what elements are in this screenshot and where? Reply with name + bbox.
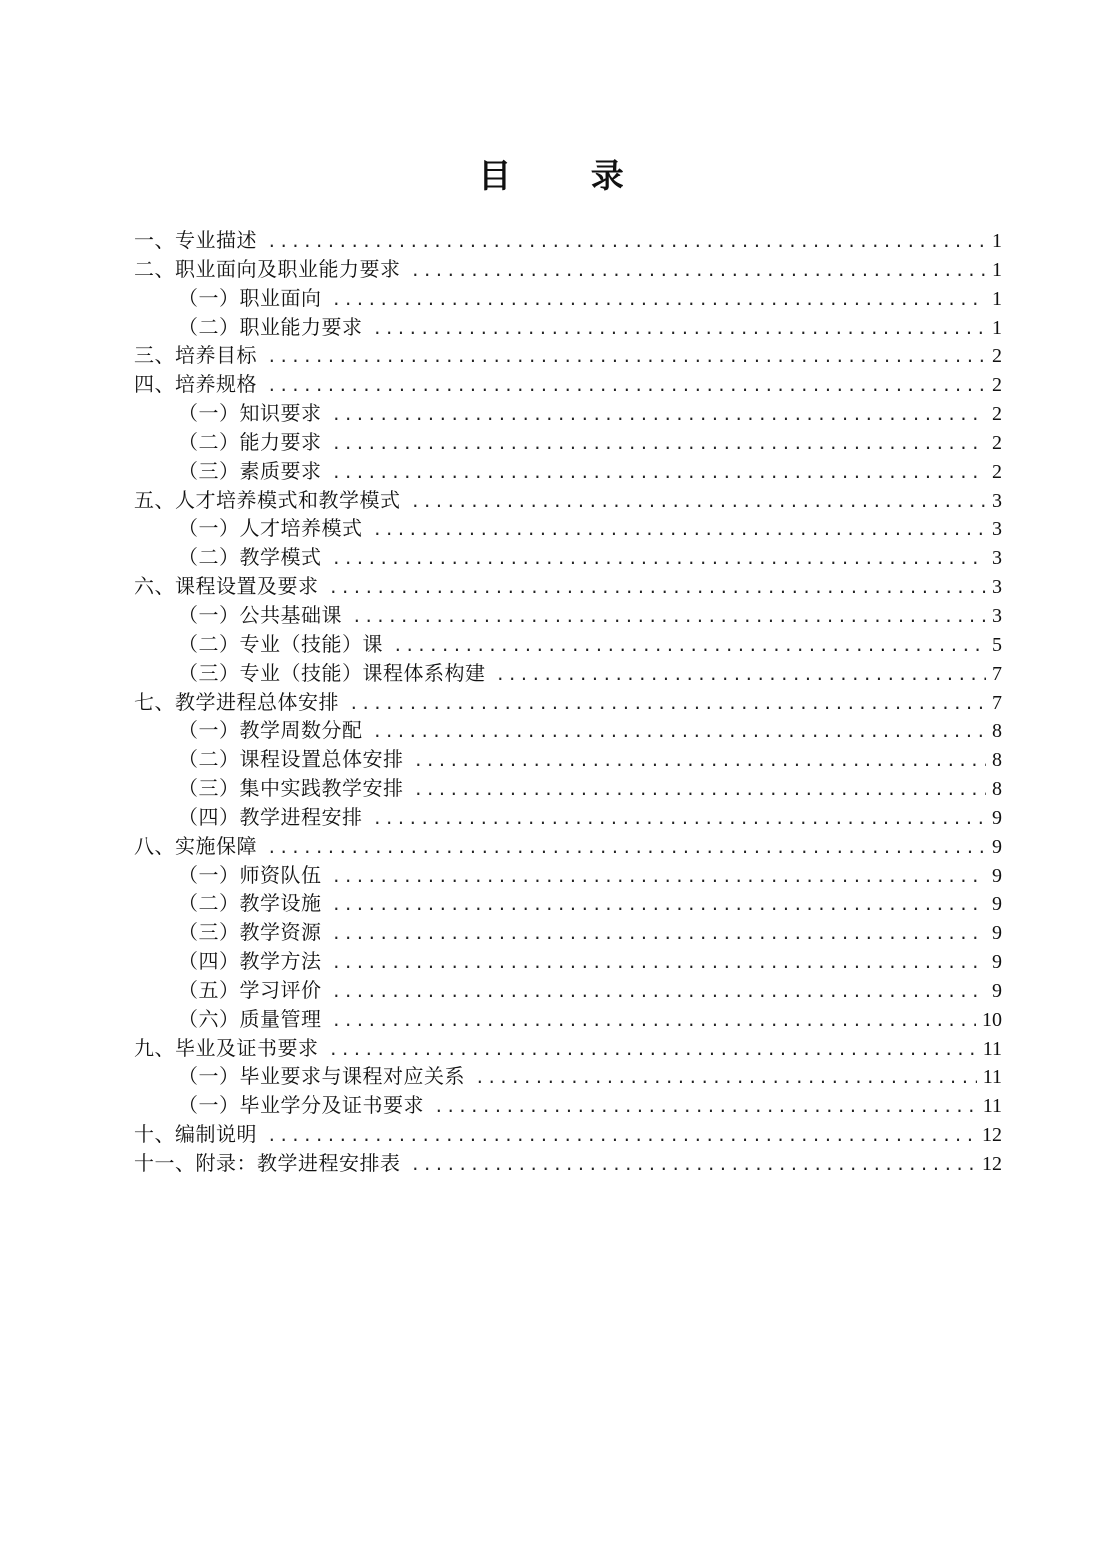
dot-leader	[373, 805, 987, 834]
toc-page-number: 9	[992, 979, 1002, 1002]
toc-entry[interactable]	[134, 543, 1002, 572]
toc-entry[interactable]	[134, 1149, 1002, 1178]
toc-entry[interactable]	[134, 226, 1002, 255]
toc-entry-label: 八、实施保障	[134, 833, 257, 858]
toc-page-number: 1	[992, 230, 1002, 252]
toc-entry-label: （五）学习评价	[178, 977, 322, 1002]
toc-page-number: 12	[982, 1124, 1002, 1147]
dot-leader	[393, 632, 986, 661]
toc-entry-label: 四、培养规格	[134, 372, 257, 397]
toc-page-number: 3	[992, 489, 1002, 512]
toc-entry[interactable]	[134, 514, 1002, 543]
toc-entry[interactable]	[134, 832, 1002, 861]
dot-leader	[267, 228, 986, 257]
toc-entry-label: （一）人才培养模式	[178, 516, 363, 541]
toc-page-number: 3	[992, 576, 1002, 599]
toc-entry-label: 十一、附录：教学进程安排表	[134, 1151, 401, 1175]
toc-entry-label: （一）毕业学分及证书要求	[178, 1093, 424, 1118]
dot-leader	[411, 1151, 977, 1180]
dot-leader	[475, 1064, 977, 1093]
toc-entry[interactable]	[134, 716, 1002, 745]
toc-entry[interactable]	[134, 918, 1002, 947]
toc-entry-label: （三）专业（技能）课程体系构建	[178, 660, 486, 685]
dot-leader	[352, 603, 986, 632]
toc-page-number: 2	[992, 345, 1002, 368]
toc-page-number: 9	[992, 951, 1002, 974]
toc-page-number: 9	[992, 864, 1002, 887]
toc-entry-label: 七、教学进程总体安排	[134, 689, 339, 714]
toc-entry-label: （二）职业能力要求	[178, 314, 363, 339]
toc-page-number: 11	[982, 1095, 1002, 1118]
dot-leader	[332, 401, 987, 430]
toc-entry[interactable]	[134, 774, 1002, 803]
toc-page-number: 7	[992, 662, 1002, 685]
toc-page-number: 3	[992, 547, 1002, 570]
dot-leader	[267, 1122, 976, 1151]
toc-entry[interactable]	[134, 428, 1002, 457]
toc-entry[interactable]	[134, 803, 1002, 832]
dot-leader	[496, 661, 987, 690]
toc-entry[interactable]	[134, 1091, 1002, 1120]
toc-page-number: 8	[992, 778, 1002, 801]
dot-leader	[329, 574, 987, 603]
toc-entry-label: （四）教学方法	[178, 949, 322, 974]
table-of-contents	[134, 226, 1002, 1178]
toc-entry-label: （二）专业（技能）课	[178, 631, 383, 656]
toc-page-number: 3	[992, 604, 1002, 627]
dot-leader	[332, 891, 987, 920]
dot-leader	[373, 516, 987, 545]
toc-entry[interactable]	[134, 947, 1002, 976]
toc-entry[interactable]	[134, 1005, 1002, 1034]
toc-page-number: 11	[982, 1037, 1002, 1060]
dot-leader	[414, 747, 987, 776]
toc-entry[interactable]	[134, 1034, 1002, 1063]
toc-entry[interactable]	[134, 370, 1002, 399]
toc-entry[interactable]	[134, 659, 1002, 688]
dot-leader	[267, 834, 986, 863]
toc-entry-label: （一）知识要求	[178, 401, 322, 426]
toc-page-number: 9	[992, 835, 1002, 858]
toc-entry[interactable]	[134, 601, 1002, 630]
page-title: 目 录	[478, 156, 658, 196]
toc-entry-label: （一）师资队伍	[178, 862, 322, 887]
dot-leader	[411, 257, 987, 286]
toc-entry-label: （二）教学设施	[178, 891, 322, 916]
toc-entry-label: （一）教学周数分配	[178, 718, 363, 743]
dot-leader	[329, 1036, 977, 1065]
toc-entry[interactable]	[134, 688, 1002, 717]
toc-entry-label: （一）毕业要求与课程对应关系	[178, 1064, 465, 1089]
dot-leader	[267, 372, 986, 401]
dot-leader	[332, 920, 987, 949]
toc-entry[interactable]	[134, 399, 1002, 428]
dot-leader	[434, 1093, 977, 1122]
toc-page-number: 2	[992, 403, 1002, 426]
toc-page-number: 1	[992, 258, 1002, 281]
toc-entry-label: （三）集中实践教学安排	[178, 776, 404, 801]
toc-page-number: 1	[992, 287, 1002, 310]
dot-leader	[332, 978, 987, 1007]
dot-leader	[332, 430, 987, 459]
toc-entry-label: （二）教学模式	[178, 545, 322, 570]
toc-page-number: 7	[992, 691, 1002, 714]
toc-page-number: 1	[992, 316, 1002, 339]
toc-entry-label: （一）职业面向	[178, 285, 322, 310]
toc-entry-label: 一、专业描述	[134, 228, 257, 252]
dot-leader	[349, 690, 986, 719]
toc-entry[interactable]	[134, 745, 1002, 774]
toc-entry-label: 九、毕业及证书要求	[134, 1035, 319, 1060]
toc-entry[interactable]	[134, 976, 1002, 1005]
dot-leader	[411, 488, 987, 517]
toc-page-number: 2	[992, 431, 1002, 454]
toc-page-number: 12	[982, 1153, 1002, 1175]
toc-entry-label: 三、培养目标	[134, 343, 257, 368]
dot-leader	[373, 718, 987, 747]
dot-leader	[332, 863, 987, 892]
toc-entry-label: （二）能力要求	[178, 429, 322, 454]
dot-leader	[332, 1007, 977, 1036]
dot-leader	[267, 343, 986, 372]
toc-entry-label: （二）课程设置总体安排	[178, 747, 404, 772]
toc-page-number: 5	[992, 633, 1002, 656]
toc-entry[interactable]	[134, 1062, 1002, 1091]
dot-leader	[332, 545, 987, 574]
toc-entry-label: 二、职业面向及职业能力要求	[134, 256, 401, 281]
toc-page-number: 8	[992, 720, 1002, 743]
toc-entry[interactable]	[134, 284, 1002, 313]
toc-page-number: 8	[992, 749, 1002, 772]
toc-entry[interactable]	[134, 1120, 1002, 1149]
toc-page-number: 9	[992, 893, 1002, 916]
dot-leader	[373, 315, 987, 344]
toc-page-number: 3	[992, 518, 1002, 541]
toc-entry[interactable]	[134, 889, 1002, 918]
dot-leader	[414, 776, 987, 805]
toc-entry[interactable]	[134, 630, 1002, 659]
toc-entry-label: 十、编制说明	[134, 1122, 257, 1147]
toc-page-number: 11	[982, 1066, 1002, 1089]
dot-leader	[332, 459, 987, 488]
toc-entry-label: 五、人才培养模式和教学模式	[134, 487, 401, 512]
toc-page-number: 9	[992, 922, 1002, 945]
toc-entry[interactable]	[134, 486, 1002, 515]
toc-page-number: 9	[992, 806, 1002, 829]
toc-page-number: 2	[992, 374, 1002, 397]
toc-entry[interactable]	[134, 457, 1002, 486]
toc-entry[interactable]	[134, 572, 1002, 601]
toc-entry-label: （六）质量管理	[178, 1006, 322, 1031]
toc-entry-label: （三）素质要求	[178, 458, 322, 483]
dot-leader	[332, 949, 987, 978]
toc-entry-label: （四）教学进程安排	[178, 804, 363, 829]
toc-page-number: 10	[982, 1008, 1002, 1031]
toc-entry[interactable]	[134, 313, 1002, 342]
toc-page-number: 2	[992, 460, 1002, 483]
toc-entry[interactable]	[134, 341, 1002, 370]
toc-entry-label: （三）教学资源	[178, 920, 322, 945]
toc-entry-label: （一）公共基础课	[178, 602, 342, 627]
dot-leader	[332, 286, 987, 315]
toc-entry[interactable]	[134, 861, 1002, 890]
toc-entry[interactable]	[134, 255, 1002, 284]
toc-entry-label: 六、课程设置及要求	[134, 574, 319, 599]
